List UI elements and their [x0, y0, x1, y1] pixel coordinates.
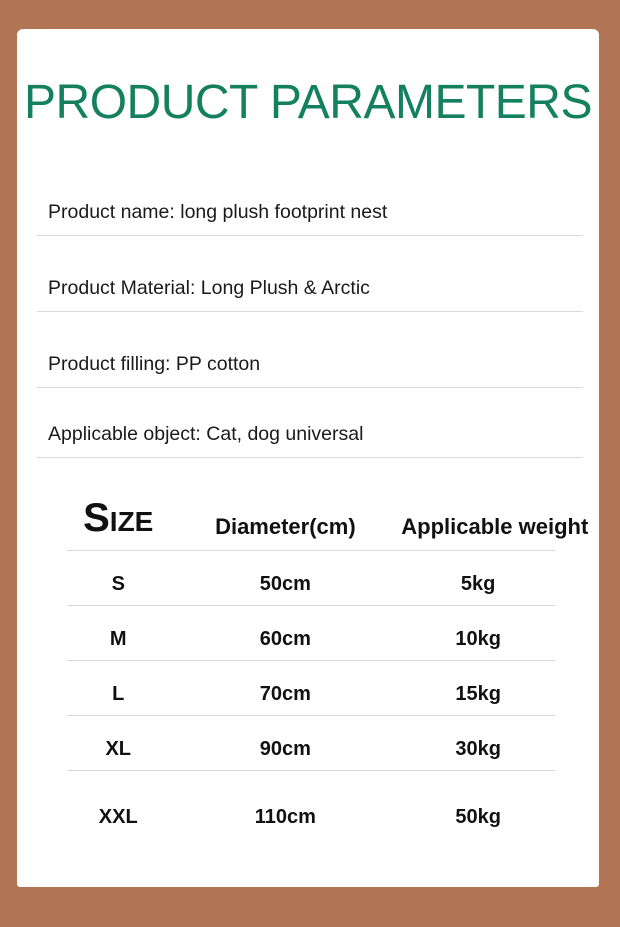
diameter-column-header: Diameter(cm) — [215, 514, 356, 540]
size-column-header: Size — [83, 496, 154, 541]
content-card — [17, 29, 599, 887]
size-table-row — [67, 606, 555, 661]
weight-cell: 50kg — [455, 806, 501, 829]
size-table-row — [67, 551, 555, 606]
product-name-text: Product name: long plush footprint nest — [48, 200, 388, 223]
product-material-text: Product Material: Long Plush & Arctic — [48, 276, 370, 299]
product-info-row — [37, 388, 583, 458]
page-title: PRODUCT PARAMETERS — [24, 76, 592, 129]
product-filling-text: Product filling: PP cotton — [48, 352, 261, 375]
weight-column-header: Applicable weight — [401, 514, 589, 540]
size-table-row — [67, 661, 555, 716]
size-cell: S — [111, 573, 125, 596]
size-cell: XL — [105, 738, 132, 761]
diameter-cell: 90cm — [259, 738, 311, 761]
product-info-row — [37, 160, 583, 236]
diameter-cell: 60cm — [259, 628, 311, 651]
weight-cell: 30kg — [455, 738, 501, 761]
diameter-cell: 70cm — [259, 683, 311, 706]
product-info-row — [37, 236, 583, 312]
size-table — [67, 458, 589, 831]
product-info-list — [37, 160, 583, 458]
weight-cell: 15kg — [455, 683, 501, 706]
diameter-cell: 50cm — [259, 573, 311, 596]
product-info-row — [37, 312, 583, 388]
applicable-object-text: Applicable object: Cat, dog universal — [48, 422, 364, 445]
weight-cell: 5kg — [460, 573, 496, 596]
weight-cell: 10kg — [455, 628, 501, 651]
size-cell: M — [109, 628, 127, 651]
diameter-cell: 110cm — [254, 806, 316, 829]
size-table-row — [67, 771, 555, 831]
size-cell: XXL — [98, 806, 138, 829]
size-table-row — [67, 716, 555, 771]
size-table-header-row — [67, 458, 589, 551]
size-cell: L — [112, 683, 125, 706]
